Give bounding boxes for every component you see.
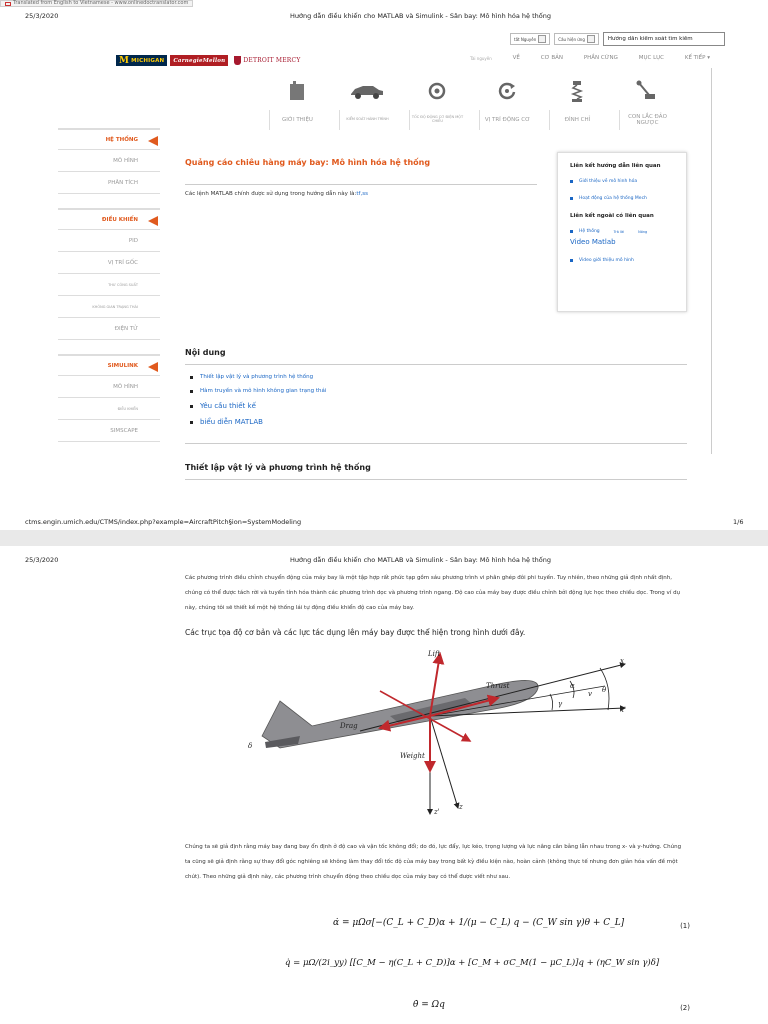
nav-introduction[interactable]: GIỚI THIỆU xyxy=(262,76,332,130)
label-weight: Weight xyxy=(400,752,425,760)
label-v: v xyxy=(588,690,592,698)
nav-suspension[interactable]: ĐÌNH CHỈ xyxy=(542,76,612,130)
divider xyxy=(185,479,687,480)
contents-link[interactable]: Thiết lập vật lý và phương trình hệ thống xyxy=(190,374,326,380)
page-title: Quảng cáo chiêu hàng máy bay: Mô hình hóa hệ thống xyxy=(185,158,431,167)
label-lift: Lift xyxy=(428,650,441,658)
external-link-video[interactable]: Video Matlab xyxy=(570,238,616,246)
nav-motor-position[interactable]: VỊ TRÍ ĐỘNG CƠ xyxy=(472,76,542,130)
topnav-item[interactable]: VỀ xyxy=(512,55,520,61)
header-date: 25/3/2020 xyxy=(25,556,59,564)
intro-text: Các lệnh MATLAB chính được sử dụng trong hướng dẫn này là:tf,ss xyxy=(185,191,368,197)
related-link[interactable]: Hoạt động của hệ thống Mech xyxy=(570,196,674,201)
axis-z xyxy=(430,716,458,808)
sidebar-item-frequency[interactable]: THƯ CÔNG SUẤT xyxy=(58,274,160,296)
external-link[interactable]: Hệ thống xyxy=(579,229,600,234)
checkbox-icon xyxy=(538,35,546,43)
sidebar-item-digital[interactable]: ĐIỆN TỬ xyxy=(58,318,160,340)
sidebar-item-pid[interactable]: PID xyxy=(58,230,160,252)
label-delta: δ xyxy=(248,742,253,750)
contents-link[interactable]: Hàm truyền và mô hình không gian trạng thái xyxy=(190,388,326,394)
sidebar-item-modeling[interactable]: MÔ HÌNH xyxy=(58,150,160,172)
contents-link[interactable]: biểu diễn MATLAB xyxy=(190,418,326,426)
contents-link[interactable]: Yêu cầu thiết kế xyxy=(190,402,326,410)
sidebar-item-sim-control[interactable]: ĐIỀU KHIỂN xyxy=(58,398,160,420)
label-z: z xyxy=(459,803,463,811)
shield-icon xyxy=(234,56,241,65)
paragraph-assumptions: Chúng ta sẽ giả định rằng máy bay đang bay ổn định ở độ cao và vận tốc không đổi; do đó, lực đẩy, lực kéo, trọng lượng và lực nâng cân bằng lẫn nhau trong x- và y-hướng. Chúng ta cũng sẽ giả định rằng sự thay đổi góc nghiêng sẽ không làm thay đổi tốc độ của máy bay trong bất kỳ điều kiện nào, hoàn cảnh (không thực tế nhưng đơn giản hóa vấn đề một chút). Theo những giả định này, các phương trình chuyển động theo chiều dọc của máy bay có thể được viết như sau. xyxy=(185,844,682,880)
university-logos xyxy=(116,55,303,66)
label-theta: θ xyxy=(602,686,607,694)
sidebar-item-root-locus[interactable]: VỊ TRÍ GỐC xyxy=(58,252,160,274)
label-gamma: γ xyxy=(558,700,563,708)
label-z-prime: z' xyxy=(434,808,440,816)
nav-motor-speed[interactable]: TỐC ĐỘ ĐỘNG CƠ ĐIỆN MỘT CHIỀU xyxy=(402,76,472,130)
equation-theta-dot: θ̇ = Ωq xyxy=(413,1000,445,1010)
divider xyxy=(185,184,537,185)
sidebar-item-sim-modeling[interactable]: MÔ HÌNH xyxy=(58,376,160,398)
topnav-item[interactable]: CƠ BẢN xyxy=(540,55,563,61)
equation-number: (1) xyxy=(680,922,690,930)
arrow-left-icon xyxy=(148,216,158,226)
footer-url: ctms.engin.umich.edu/CTMS/index.php?example=AircraftPitch§ion=SystemModeling xyxy=(25,518,302,526)
label-drag: Drag xyxy=(340,722,358,730)
nav-inverted-pendulum[interactable]: CON LẮC ĐẢO NGƯỢC xyxy=(612,76,682,130)
label-alpha: α xyxy=(570,682,575,690)
topnav-item[interactable]: PHẦN CỨNG xyxy=(583,55,618,61)
pendulum-icon xyxy=(635,80,659,102)
related-title-1: Liên kết hướng dẫn liên quan xyxy=(570,163,661,169)
body-axis-x xyxy=(360,664,625,731)
detroit-mercy-logo[interactable]: DETROIT MERCY xyxy=(231,55,303,66)
divider xyxy=(185,364,687,365)
top-navigation xyxy=(470,55,710,61)
equation-q-dot-text: q̇ = μΩ/(2i_yy) [[C_M − η(C_L + C_D)]α + [C_M + σC_M(1 − μC_L)]q + (ηC_W sin γ)δ] xyxy=(285,958,660,968)
suspension-icon xyxy=(570,79,584,103)
contents-list xyxy=(190,374,326,434)
equation-number: (2) xyxy=(680,1004,690,1012)
external-link-group xyxy=(570,229,674,234)
external-link[interactable]: Trả lời xyxy=(613,229,625,234)
header-doc-title: Hướng dẫn điều khiển cho MATLAB và Simulink - Sân bay: Mô hình hóa hệ thống xyxy=(290,12,551,20)
suspension-icon xyxy=(288,80,306,102)
sidebar-head-system[interactable]: HỆ THỐNG xyxy=(58,128,160,150)
related-link[interactable]: Giới thiệu về mô hình hóa xyxy=(570,179,674,184)
checkbox-icon xyxy=(587,35,595,43)
topnav-item[interactable]: MỤC LỤC xyxy=(638,55,664,61)
search-bar xyxy=(510,32,725,46)
search-option-2[interactable]: Câu hiện ứng xyxy=(554,33,599,45)
arrow-left-icon xyxy=(148,136,158,146)
carnegie-mellon-logo[interactable]: CarnegieMellon xyxy=(170,55,228,66)
equation-1 xyxy=(185,918,690,938)
translate-icon xyxy=(5,2,11,6)
paragraph-equations-intro: Các phương trình điều chỉnh chuyển động của máy bay là một tập hợp rất phức tạp gồm sáu phương trình vi phân ghép đôi phi tuyến. Tuy nhiên, theo những giả định nhất định, chúng có thể được tách rời và tuyến tính hóa thành các phương trình dọc và phương trình ngang. Độ cao của máy bay được điều chỉnh bởi động lực học theo chiều dọc. Trong ví dụ này, chúng tôi sẽ thiết kế một hệ thống lái tự động điều khiển độ cao của máy bay. xyxy=(185,575,681,611)
related-title-2: Liên kết ngoài có liên quan xyxy=(570,213,654,219)
sidebar-item-analysis[interactable]: PHÂN TÍCH xyxy=(58,172,160,194)
arrow-left-icon xyxy=(148,362,158,372)
sidebar-gap xyxy=(58,194,160,208)
translation-banner[interactable] xyxy=(0,0,193,7)
page-number: 1/6 xyxy=(733,518,744,526)
label-x-prime: x' xyxy=(620,706,626,714)
equation-q-dot xyxy=(185,958,690,978)
motor-speed-icon xyxy=(427,81,447,101)
topnav-item[interactable]: Tài nguyên xyxy=(470,56,492,61)
search-option-1[interactable]: tất Nguyên xyxy=(510,33,550,45)
divider xyxy=(185,443,687,444)
sidebar-head-control[interactable]: ĐIỀU KHIỂN xyxy=(58,208,160,230)
sidebar-head-simulink[interactable]: SIMULINK xyxy=(58,354,160,376)
command-links[interactable]: tf,ss xyxy=(356,191,368,197)
sidebar-gap xyxy=(58,340,160,354)
external-link[interactable]: Video giới thiệu mô hình xyxy=(570,258,674,263)
sidebar-item-simscape[interactable]: SIMSCAPE xyxy=(58,420,160,442)
search-input[interactable] xyxy=(603,32,725,46)
label-thrust: Thrust xyxy=(486,682,510,690)
header-doc-title: Hướng dẫn điều khiển cho MATLAB và Simulink - Sân bay: Mô hình hóa hệ thống xyxy=(290,556,551,564)
motor-position-icon xyxy=(497,81,517,101)
sidebar-item-state-space[interactable]: KHÔNG GIAN TRẠNG THÁI xyxy=(58,296,160,318)
gamma-arc xyxy=(550,694,553,710)
label-x: x xyxy=(620,657,624,665)
example-icon-bar xyxy=(262,76,682,130)
aircraft-forces-diagram xyxy=(240,646,640,816)
section-heading: Thiết lập vật lý và phương trình hệ thống xyxy=(185,463,371,472)
contents-heading: Nội dung xyxy=(185,348,226,357)
car-icon xyxy=(349,83,385,99)
equation-2 xyxy=(185,1000,690,1020)
sidebar xyxy=(58,128,160,442)
michigan-logo[interactable]: M MICHIGAN xyxy=(116,55,167,66)
banner-text: Translated from English to Vietnamese - www.onlinedoctranslator.com xyxy=(13,0,189,6)
nav-cruise-control[interactable]: KIỂM SOÁT HÀNH TRÌNH xyxy=(332,76,402,130)
topnav-item[interactable]: KẾ TIẾP ▾ xyxy=(684,55,710,61)
related-links-box xyxy=(557,152,687,312)
header-date: 25/3/2020 xyxy=(25,12,59,20)
equation-alpha-dot: α̇ = μΩσ[−(C_L + C_D)α + 1/(μ − C_L) q − (C_W sin γ)θ + C_L] xyxy=(333,918,625,928)
figure-caption: Các trục tọa độ cơ bản và các lực tác dụng lên máy bay được thể hiện trong hình dưới đây. xyxy=(185,628,526,637)
external-link[interactable]: Nóng xyxy=(638,229,648,234)
content-border xyxy=(711,68,712,454)
